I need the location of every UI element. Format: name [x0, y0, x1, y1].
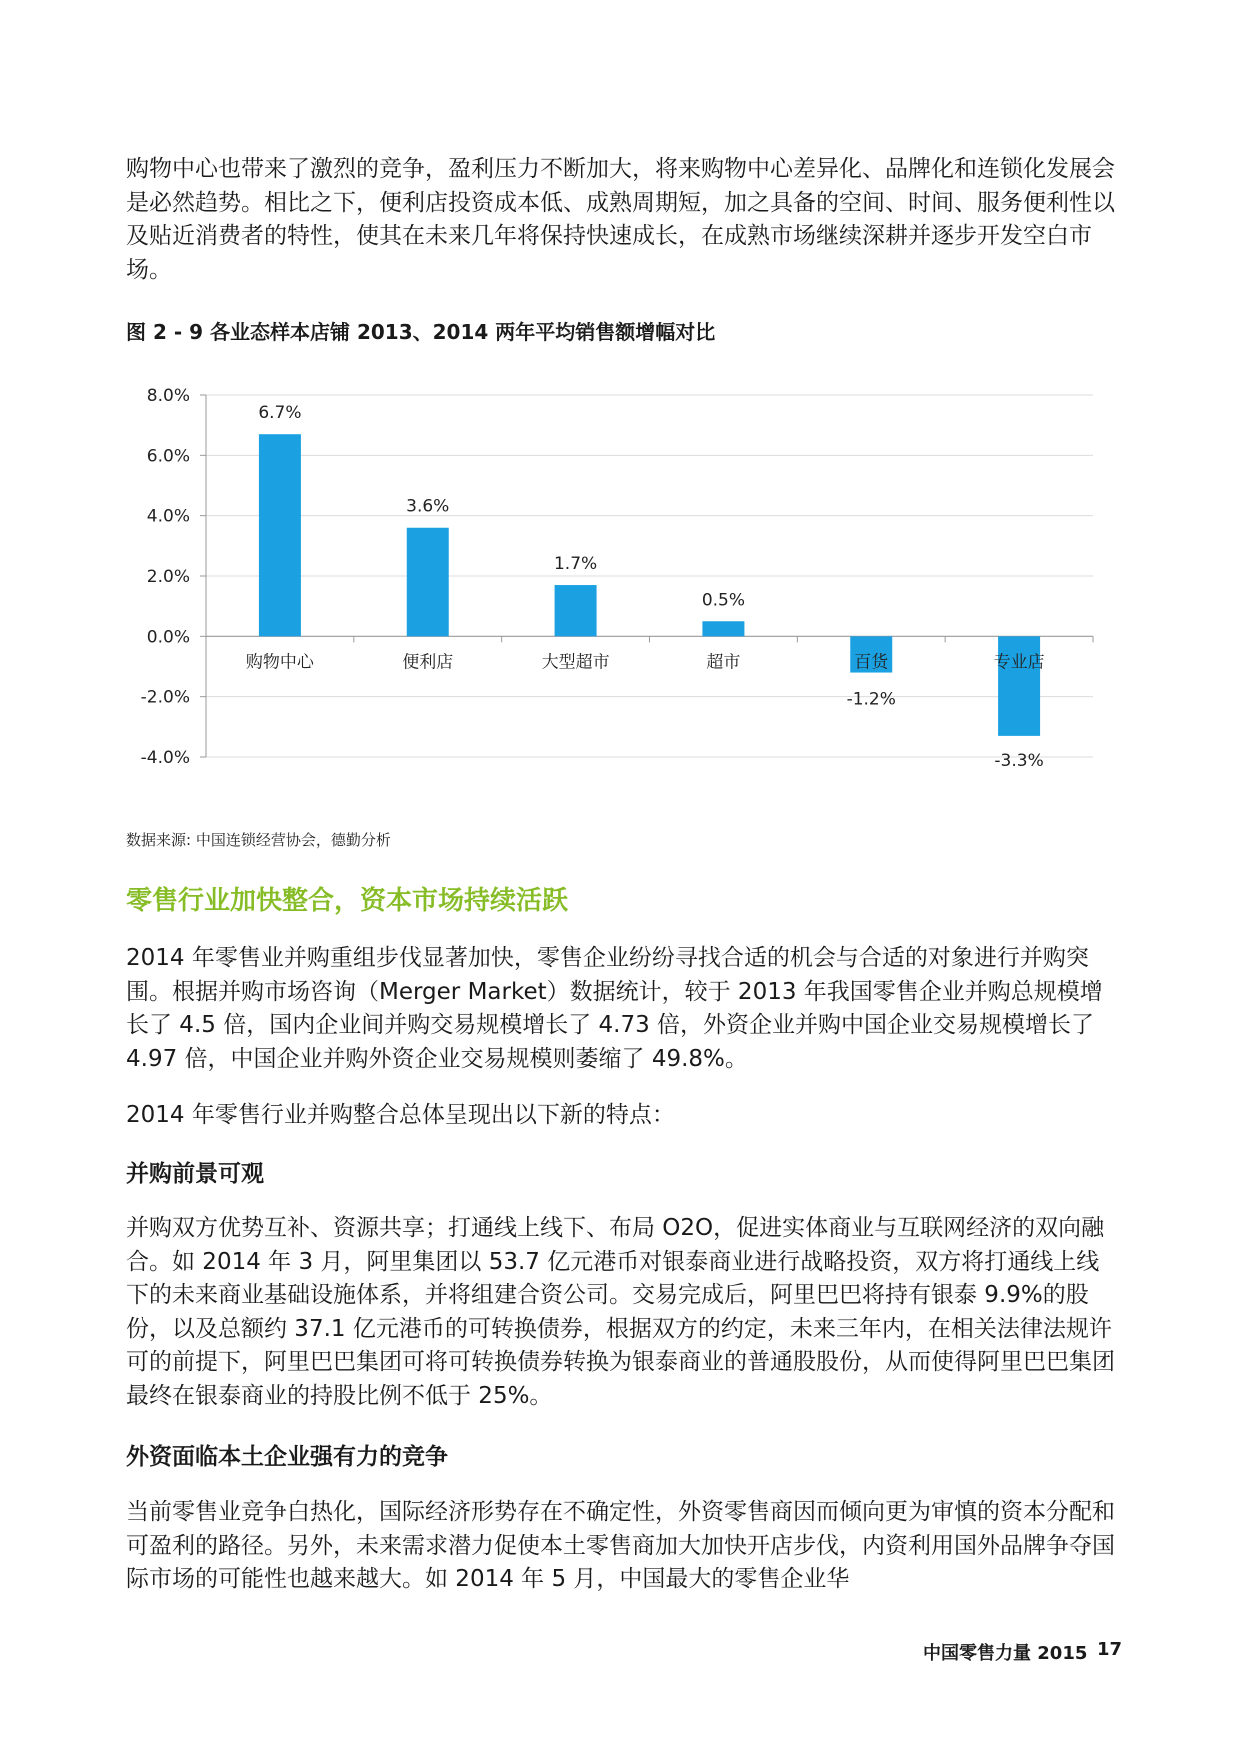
footer-title: 中国零售力量 2015	[923, 1643, 1088, 1664]
subheading-2: 外资面临本土企业强有力的竞争	[126, 1444, 448, 1470]
y-tick-label: 2.0%	[146, 567, 190, 587]
source-note: 数据来源: 中国连锁经营协会，德勤分析	[126, 831, 391, 849]
y-tick-label: -2.0%	[140, 687, 190, 708]
x-category-label: 超市	[706, 652, 741, 673]
x-category-label: 大型超市	[541, 652, 610, 673]
section-heading: 零售行业加快整合，资本市场持续活跃	[126, 886, 569, 916]
data-label: 1.7%	[553, 554, 598, 575]
data-label: -3.3%	[994, 750, 1044, 771]
subheading-1: 并购前景可观	[126, 1161, 264, 1187]
page-number: 17	[1097, 1639, 1123, 1660]
y-tick-label: 6.0%	[146, 446, 190, 467]
y-tick-label: 0.0%	[146, 627, 190, 648]
data-label: -1.2%	[846, 689, 896, 710]
y-tick-label: -4.0%	[140, 748, 190, 768]
bar	[998, 636, 1040, 736]
figure-caption: 图 2 - 9 各业态样本店铺 2013、2014 两年平均销售额增幅对比	[126, 320, 716, 344]
x-category-label: 购物中心	[245, 652, 314, 673]
intro-paragraph: 购物中心也带来了激烈的竞争，盈利压力不断加大，将来购物中心差异化、品牌化和连锁化发展会是必然趋势。相比之下，便利店投资成本低、成熟周期短，加之具备的空间、时间、服务便利性以及贴近消费者的特性，使其在未来几年将保持快速成长，在成熟市场继续深耕并逐步开发空白市场。	[126, 156, 1115, 283]
y-tick-label: 4.0%	[146, 506, 190, 527]
data-label: 6.7%	[258, 403, 302, 424]
body-paragraph-3: 并购双方优势互补、资源共享；打通线上线下、布局 O2O，促进实体商业与互联网经济的双向融合。如 2014 年 3 月，阿里集团以 53.7 亿元港币对银泰商业进行战略投资，双方将打通线上线下的未来商业基础设施体系，并将组建合资公司。交易完成后，阿里巴巴将持有银泰 9.9%的股份，以及总额约 37.1 亿元港币的可转换债券，根据双方的约定，未来三年内，在相关法律法规许可的前提下，阿里巴巴集团可将可转换债券转换为银泰商业的普通股股份，从而使得阿里巴巴集团最终在银泰商业的持股比例不低于 25%。	[126, 1215, 1115, 1409]
bars	[259, 434, 1040, 736]
data-label: 0.5%	[701, 590, 746, 611]
x-category-label: 百货	[854, 652, 889, 673]
grid-lines	[206, 395, 1093, 757]
x-category-label: 专业店	[993, 652, 1045, 673]
y-tick-label: 8.0%	[146, 386, 190, 406]
body-paragraph-1: 2014 年零售业并购重组步伐显著加快，零售企业纷纷寻找合适的机会与合适的对象进行并购突围。根据并购市场咨询（Merger Market）数据统计，较于 2013 年我国零售企业并购总规模增长了 4.5 倍，国内企业间并购交易规模增长了 4.73 倍，外资企业并购中国企业交易规模增长了 4.97 倍，中国企业并购外资企业交易规模则萎缩了 49.8%。	[126, 945, 1103, 1072]
body-paragraph-4: 当前零售业竞争白热化，国际经济形势存在不确定性，外资零售商因而倾向更为审慎的资本分配和可盈利的路径。另外，未来需求潜力促使本土零售商加大加快开店步伐，内资利用国外品牌争夺国际市场的可能性也越来越大。如 2014 年 5 月，中国最大的零售企业华	[126, 1499, 1115, 1592]
bar	[555, 585, 597, 636]
bar-chart	[120, 375, 1120, 825]
x-category-label: 便利店	[402, 652, 454, 673]
bar	[259, 434, 301, 636]
data-label: 3.6%	[406, 496, 450, 517]
bar	[702, 621, 744, 636]
bar	[407, 528, 449, 637]
body-paragraph-2: 2014 年零售行业并购整合总体呈现出以下新的特点：	[126, 1102, 675, 1128]
